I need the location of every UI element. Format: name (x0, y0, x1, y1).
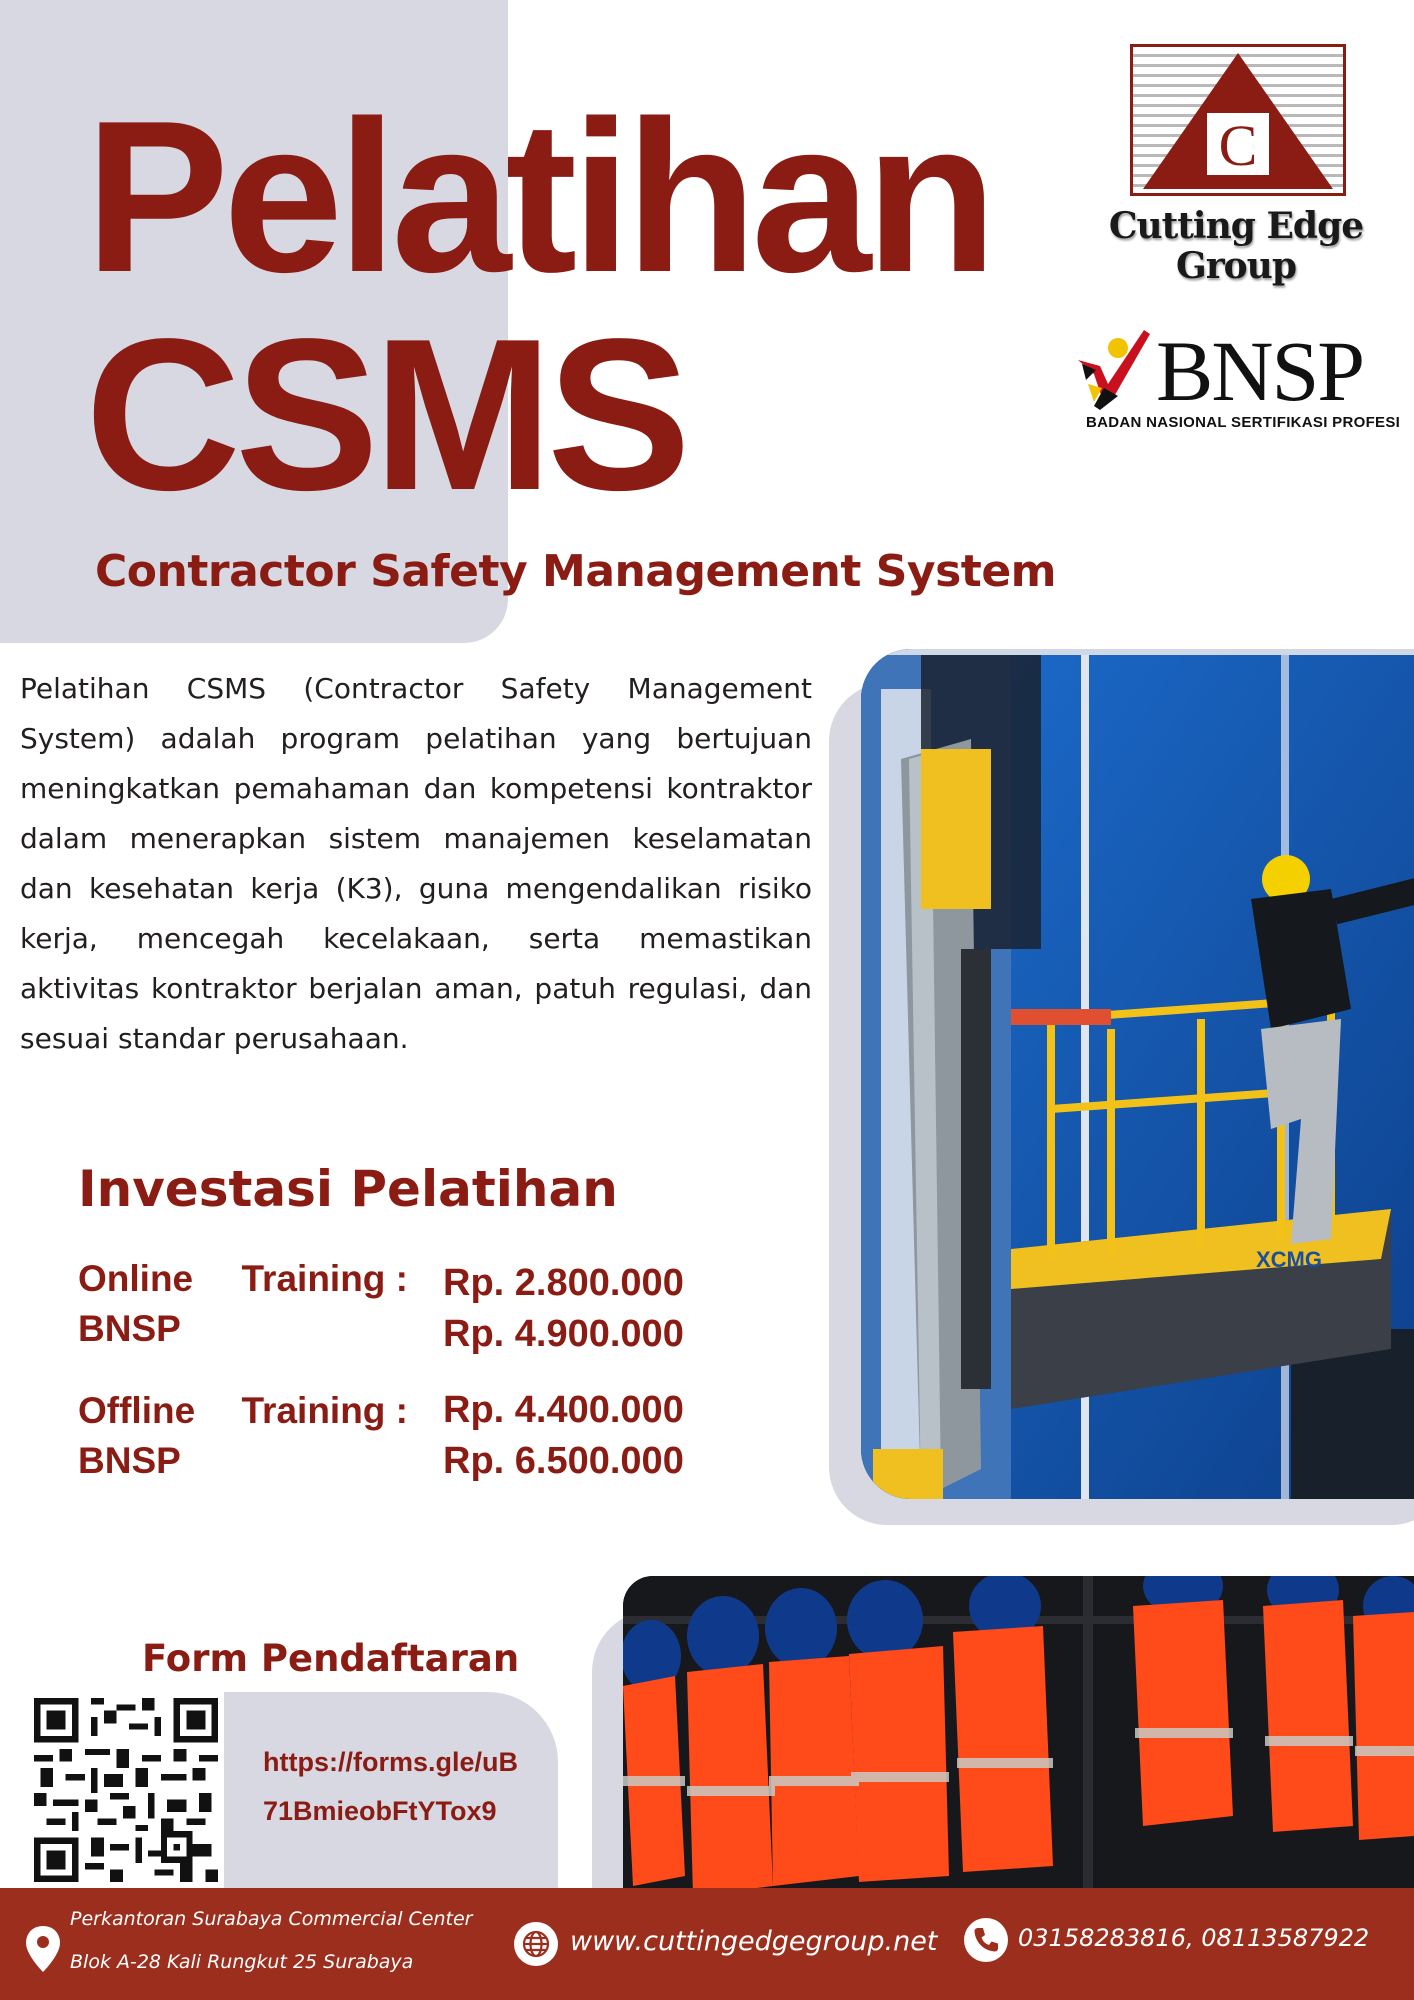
page-subtitle: Contractor Safety Management System (95, 546, 1057, 597)
bnsp-logo-tagline: BADAN NASIONAL SERTIFIKASI PROFESI (1086, 414, 1401, 431)
registration-url-line2[interactable]: 71BmieobFtYTox9 (263, 1796, 497, 1826)
online-training-label (78, 1254, 408, 1354)
bnsp-checkmark-icon (1074, 326, 1154, 414)
ceg-logo-mark (1130, 44, 1346, 196)
offline-label-word1: Offline (78, 1390, 196, 1431)
ceg-logo-name (1100, 206, 1372, 286)
bnsp-logo-word: BNSP (1156, 323, 1364, 419)
offline-training-label (78, 1386, 408, 1486)
online-label-word1: Online (78, 1258, 194, 1299)
online-bnsp-price: Rp. 4.900.000 (443, 1313, 684, 1355)
online-bnsp-label: BNSP (78, 1308, 181, 1349)
offline-label-word2: Training : (241, 1390, 408, 1431)
location-pin-icon (26, 1926, 60, 1972)
online-training-price: Rp. 2.800.000 (443, 1262, 684, 1304)
ceg-logo-letter: C (1218, 113, 1258, 178)
ceg-logo-name-line1: Cutting Edge (1108, 205, 1364, 247)
footer-address-line1: Perkantoran Surabaya Commercial Center (70, 1908, 473, 1930)
registration-qr-code[interactable] (28, 1692, 224, 1888)
cutting-edge-group-logo (1100, 44, 1364, 304)
phone-icon (964, 1918, 1008, 1962)
registration-url-line1[interactable]: https://forms.gle/uB (263, 1747, 518, 1777)
offline-training-price: Rp. 4.400.000 (443, 1389, 684, 1431)
program-description: Pelatihan CSMS (Contractor Safety Management System) adalah program pelatihan yang bertujuan meningkatkan pemahaman dan kompetensi kontraktor dalam menerapkan sistem manajemen keselamatan dan kesehatan kerja (K3), guna mengendalikan risiko kerja, mencegah kecelakaan, serta memastikan aktivitas kontraktor berjalan aman, patuh regulasi, dan sesuai standar perusahaan. (20, 672, 812, 1055)
page-title-line1: Pelatihan (85, 75, 992, 317)
bnsp-logo (1048, 322, 1414, 438)
lift-brand-label: XCMG (1256, 1247, 1322, 1272)
worker-on-lift-photo (861, 649, 1414, 1499)
page-title-line2: CSMS (85, 293, 686, 535)
registration-url[interactable] (263, 1738, 555, 1836)
footer-website-link[interactable]: www.cuttingedgegroup.net (570, 1926, 938, 1957)
offline-bnsp-label: BNSP (78, 1440, 181, 1481)
footer-phone-numbers[interactable]: 03158283816, 08113587922 (1018, 1924, 1370, 1952)
investment-title: Investasi Pelatihan (78, 1160, 618, 1218)
footer-address-line2: Blok A-28 Kali Rungkut 25 Surabaya (70, 1951, 414, 1973)
ceg-logo-name-line2: Group (1175, 245, 1297, 287)
offline-bnsp-price: Rp. 6.500.000 (443, 1440, 684, 1482)
online-label-word2: Training : (241, 1258, 408, 1299)
safety-gear-photo (623, 1576, 1414, 1916)
globe-icon (514, 1922, 558, 1966)
registration-form-title: Form Pendaftaran (142, 1637, 520, 1680)
